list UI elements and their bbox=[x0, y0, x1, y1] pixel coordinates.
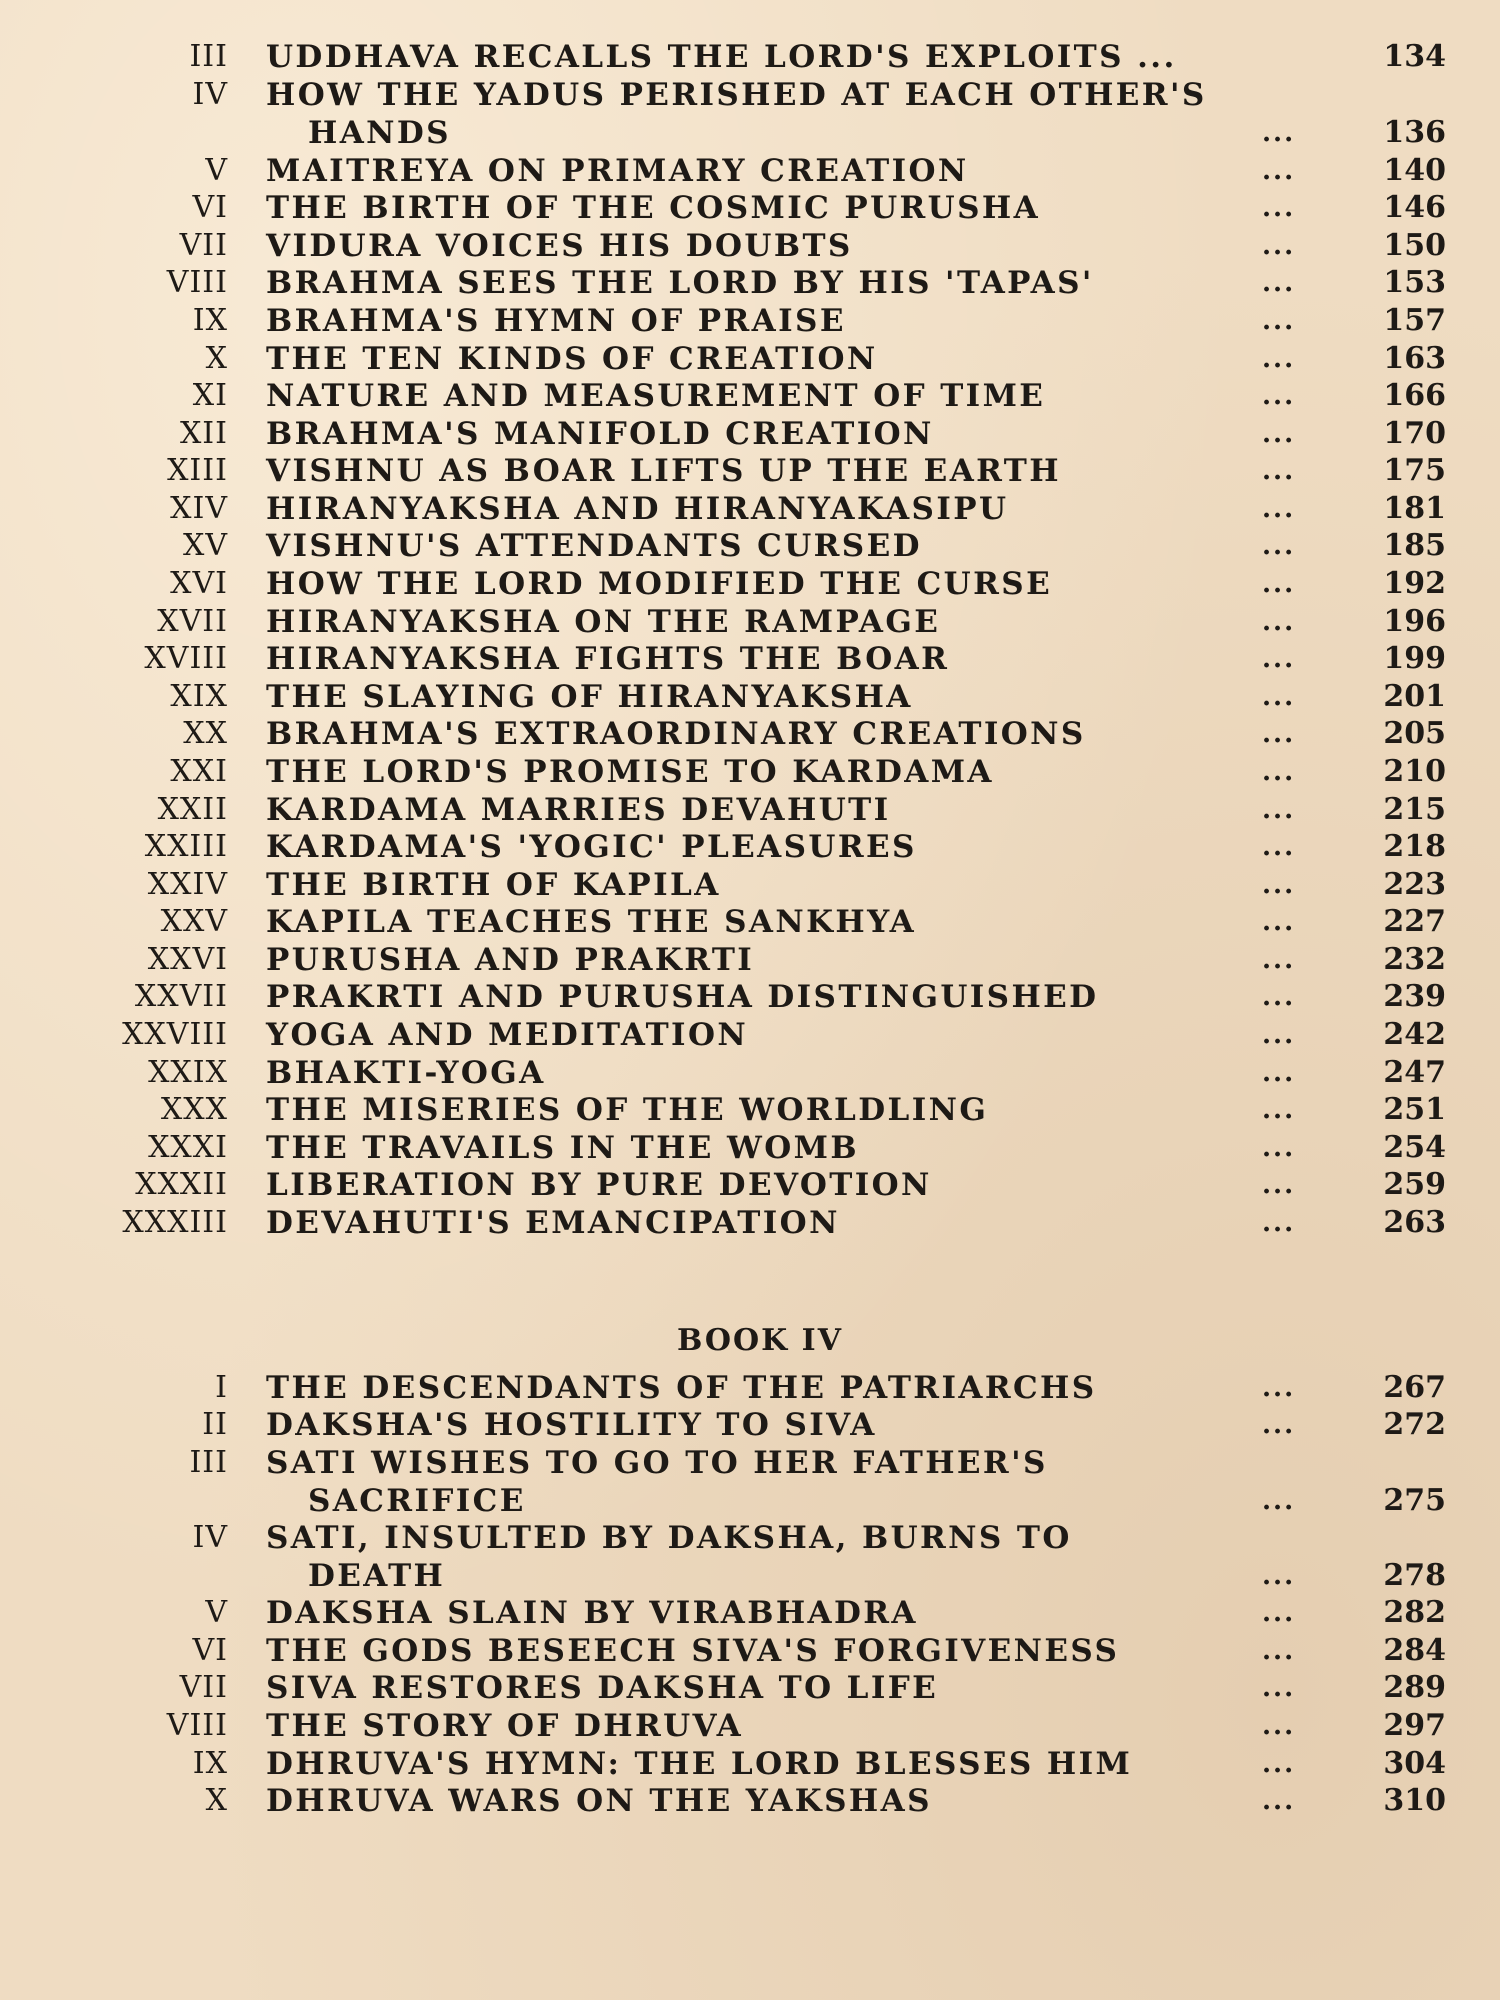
leader-dots: ... bbox=[1262, 1749, 1296, 1779]
page-number: 251 bbox=[1383, 1092, 1446, 1127]
toc-entry bbox=[0, 1054, 1500, 1092]
toc-entry bbox=[0, 377, 1500, 415]
chapter-number: XXXII bbox=[135, 1167, 228, 1202]
page-number: 297 bbox=[1383, 1708, 1446, 1743]
chapter-number: VII bbox=[179, 1670, 228, 1705]
leader-dots: ... bbox=[1262, 1020, 1296, 1050]
leader-dots: ... bbox=[1262, 1673, 1296, 1703]
leader-dots: ... bbox=[1262, 1786, 1296, 1816]
chapter-title-continuation: HANDS bbox=[308, 115, 451, 151]
page-number: 267 bbox=[1383, 1370, 1446, 1405]
chapter-title: KARDAMA'S 'YOGIC' PLEASURES bbox=[266, 829, 917, 865]
page-number: 192 bbox=[1383, 566, 1446, 601]
chapter-number: V bbox=[205, 1595, 228, 1630]
chapter-title: VIDURA VOICES HIS DOUBTS bbox=[266, 228, 853, 264]
page-number: 157 bbox=[1383, 303, 1446, 338]
leader-dots: ... bbox=[1262, 982, 1296, 1012]
chapter-number: XXII bbox=[157, 792, 228, 827]
toc-entry bbox=[0, 1745, 1500, 1783]
chapter-number: XXV bbox=[160, 904, 228, 939]
page-number: 254 bbox=[1383, 1130, 1446, 1165]
chapter-number: V bbox=[205, 153, 228, 188]
chapter-number: I bbox=[215, 1370, 228, 1405]
chapter-title: THE DESCENDANTS OF THE PATRIARCHS bbox=[266, 1370, 1097, 1406]
leader-dots: ... bbox=[1262, 1208, 1296, 1238]
chapter-title: HOW THE YADUS PERISHED AT EACH OTHER'S bbox=[266, 77, 1207, 113]
toc-entry bbox=[0, 791, 1500, 829]
toc-entry bbox=[0, 76, 1500, 114]
toc-entry bbox=[0, 527, 1500, 565]
page-number: 275 bbox=[1383, 1483, 1446, 1518]
chapter-title: LIBERATION BY PURE DEVOTION bbox=[266, 1167, 932, 1203]
page-number: 199 bbox=[1383, 641, 1446, 676]
page-number: 282 bbox=[1383, 1595, 1446, 1630]
chapter-title: THE SLAYING OF HIRANYAKSHA bbox=[266, 679, 913, 715]
chapter-number: VI bbox=[192, 190, 228, 225]
leader-dots: ... bbox=[1262, 757, 1296, 787]
leader-dots: ... bbox=[1262, 118, 1296, 148]
page-number: 227 bbox=[1383, 904, 1446, 939]
chapter-title: HIRANYAKSHA FIGHTS THE BOAR bbox=[266, 641, 950, 677]
toc-entry-continuation bbox=[0, 114, 1500, 152]
chapter-number: XI bbox=[192, 378, 228, 413]
chapter-title: BRAHMA'S EXTRAORDINARY CREATIONS bbox=[266, 716, 1086, 752]
chapter-number: XV bbox=[182, 528, 228, 563]
chapter-title: DHRUVA'S HYMN: THE LORD BLESSES HIM bbox=[266, 1746, 1133, 1782]
book-heading: BOOK IV bbox=[676, 1323, 843, 1358]
chapter-title: KARDAMA MARRIES DEVAHUTI bbox=[266, 792, 891, 828]
page-number: 310 bbox=[1383, 1783, 1446, 1818]
chapter-title: MAITREYA ON PRIMARY CREATION bbox=[266, 153, 969, 189]
chapter-number: IV bbox=[192, 77, 228, 112]
chapter-number: XXX bbox=[160, 1092, 228, 1127]
toc-entry bbox=[0, 866, 1500, 904]
page-number: 304 bbox=[1383, 1746, 1446, 1781]
chapter-title: DAKSHA'S HOSTILITY TO SIVA bbox=[266, 1407, 877, 1443]
toc-entry bbox=[0, 1669, 1500, 1707]
toc-entry bbox=[0, 603, 1500, 641]
chapter-number: XIV bbox=[170, 491, 228, 526]
toc-entry bbox=[0, 452, 1500, 490]
chapter-number: III bbox=[189, 1445, 228, 1480]
leader-dots: ... bbox=[1262, 795, 1296, 825]
chapter-title: NATURE AND MEASUREMENT OF TIME bbox=[266, 378, 1046, 414]
toc-entry bbox=[0, 1166, 1500, 1204]
chapter-title: THE BIRTH OF THE COSMIC PURUSHA bbox=[266, 190, 1041, 226]
chapter-number: VII bbox=[179, 228, 228, 263]
chapter-title: PURUSHA AND PRAKRTI bbox=[266, 942, 755, 978]
page-number: 136 bbox=[1383, 115, 1446, 150]
leader-dots: ... bbox=[1262, 1133, 1296, 1163]
page-number: 272 bbox=[1383, 1407, 1446, 1442]
chapter-number: XXIII bbox=[144, 829, 228, 864]
chapter-number: XXI bbox=[170, 754, 228, 789]
chapter-title: KAPILA TEACHES THE SANKHYA bbox=[266, 904, 917, 940]
chapter-title: VISHNU AS BOAR LIFTS UP THE EARTH bbox=[266, 453, 1061, 489]
page-number: 170 bbox=[1383, 416, 1446, 451]
toc-entry bbox=[0, 1091, 1500, 1129]
leader-dots: ... bbox=[1262, 1058, 1296, 1088]
chapter-number: XXVII bbox=[134, 979, 228, 1014]
toc-entry bbox=[0, 302, 1500, 340]
toc-entry bbox=[0, 227, 1500, 265]
page-number: 185 bbox=[1383, 528, 1446, 563]
toc-entry bbox=[0, 753, 1500, 791]
toc-entry bbox=[0, 189, 1500, 227]
page-number: 181 bbox=[1383, 491, 1446, 526]
toc-entry bbox=[0, 1632, 1500, 1670]
toc-entry bbox=[0, 264, 1500, 302]
page-number: 278 bbox=[1383, 1558, 1446, 1593]
leader-dots: ... bbox=[1262, 644, 1296, 674]
page-number: 242 bbox=[1383, 1017, 1446, 1052]
leader-dots: ... bbox=[1262, 456, 1296, 486]
leader-dots: ... bbox=[1262, 1410, 1296, 1440]
toc-entry bbox=[0, 1519, 1500, 1557]
leader-dots: ... bbox=[1262, 381, 1296, 411]
page-number: 140 bbox=[1383, 153, 1446, 188]
chapter-number: XX bbox=[183, 716, 228, 751]
page-number: 259 bbox=[1383, 1167, 1446, 1202]
page-number: 134 bbox=[1383, 39, 1446, 74]
page-number: 210 bbox=[1383, 754, 1446, 789]
toc-entry bbox=[0, 1594, 1500, 1632]
toc-entry bbox=[0, 678, 1500, 716]
page-number: 150 bbox=[1383, 228, 1446, 263]
chapter-number: XIX bbox=[170, 679, 228, 714]
chapter-number: X bbox=[205, 341, 228, 376]
leader-dots: ... bbox=[1262, 569, 1296, 599]
leader-dots: ... bbox=[1262, 494, 1296, 524]
page-number: 146 bbox=[1383, 190, 1446, 225]
chapter-title: HIRANYAKSHA ON THE RAMPAGE bbox=[266, 604, 941, 640]
chapter-number: XXIX bbox=[148, 1055, 228, 1090]
page-number: 163 bbox=[1383, 341, 1446, 376]
chapter-title: HOW THE LORD MODIFIED THE CURSE bbox=[266, 566, 1053, 602]
toc-entry bbox=[0, 1204, 1500, 1242]
chapter-title: THE LORD'S PROMISE TO KARDAMA bbox=[266, 754, 994, 790]
page-number: 284 bbox=[1383, 1633, 1446, 1668]
chapter-title: VISHNU'S ATTENDANTS CURSED bbox=[266, 528, 922, 564]
chapter-title-continuation: DEATH bbox=[308, 1558, 446, 1594]
chapter-title: THE STORY OF DHRUVA bbox=[266, 1708, 744, 1744]
toc-entry-continuation bbox=[0, 1557, 1500, 1595]
leader-dots: ... bbox=[1262, 193, 1296, 223]
chapter-title: THE GODS BESEECH SIVA'S FORGIVENESS bbox=[266, 1633, 1120, 1669]
chapter-number: X bbox=[205, 1783, 228, 1818]
toc-entry bbox=[0, 978, 1500, 1016]
chapter-number: XXVI bbox=[147, 942, 228, 977]
leader-dots: ... bbox=[1262, 870, 1296, 900]
leader-dots: ... bbox=[1262, 1170, 1296, 1200]
page-number: 153 bbox=[1383, 265, 1446, 300]
leader-dots: ... bbox=[1262, 531, 1296, 561]
chapter-number: XXXIII bbox=[122, 1205, 228, 1240]
toc-entry bbox=[0, 1369, 1500, 1407]
chapter-title: YOGA AND MEDITATION bbox=[266, 1017, 749, 1053]
toc-entry bbox=[0, 1444, 1500, 1482]
leader-dots: ... bbox=[1262, 268, 1296, 298]
leader-dots: ... bbox=[1262, 907, 1296, 937]
chapter-number: III bbox=[189, 39, 228, 74]
page-number: 218 bbox=[1383, 829, 1446, 864]
toc-entry bbox=[0, 903, 1500, 941]
chapter-number: XII bbox=[179, 416, 228, 451]
leader-dots: ... bbox=[1262, 156, 1296, 186]
chapter-number: XVI bbox=[170, 566, 228, 601]
page-number: 239 bbox=[1383, 979, 1446, 1014]
chapter-title: DEVAHUTI'S EMANCIPATION bbox=[266, 1205, 840, 1241]
toc-entry bbox=[0, 1129, 1500, 1167]
chapter-number: IV bbox=[192, 1520, 228, 1555]
page-number: 201 bbox=[1383, 679, 1446, 714]
page-number: 223 bbox=[1383, 867, 1446, 902]
leader-dots: ... bbox=[1262, 719, 1296, 749]
chapter-number: VIII bbox=[166, 1708, 228, 1743]
chapter-number: VI bbox=[192, 1633, 228, 1668]
leader-dots: ... bbox=[1262, 1095, 1296, 1125]
chapter-title: BRAHMA'S MANIFOLD CREATION bbox=[266, 416, 934, 452]
chapter-title: BHAKTI-YOGA bbox=[266, 1055, 546, 1091]
leader-dots: ... bbox=[1262, 1598, 1296, 1628]
page-number: 232 bbox=[1383, 942, 1446, 977]
leader-dots: ... bbox=[1262, 306, 1296, 336]
toc-entry bbox=[0, 1016, 1500, 1054]
chapter-number: IX bbox=[192, 1746, 228, 1781]
chapter-title: DAKSHA SLAIN BY VIRABHADRA bbox=[266, 1595, 918, 1631]
page-number: 175 bbox=[1383, 453, 1446, 488]
page-number: 205 bbox=[1383, 716, 1446, 751]
chapter-title: BRAHMA'S HYMN OF PRAISE bbox=[266, 303, 846, 339]
toc-entry bbox=[0, 565, 1500, 603]
chapter-number: VIII bbox=[166, 265, 228, 300]
leader-dots: ... bbox=[1262, 945, 1296, 975]
chapter-number: XVIII bbox=[144, 641, 228, 676]
leader-dots: ... bbox=[1262, 1636, 1296, 1666]
page-number: 247 bbox=[1383, 1055, 1446, 1090]
toc-entry bbox=[0, 152, 1500, 190]
page-number: 289 bbox=[1383, 1670, 1446, 1705]
page-number: 196 bbox=[1383, 604, 1446, 639]
page-number: 263 bbox=[1383, 1205, 1446, 1240]
chapter-title: THE MISERIES OF THE WORLDLING bbox=[266, 1092, 989, 1128]
chapter-number: XXIV bbox=[147, 867, 228, 902]
leader-dots: ... bbox=[1262, 1561, 1296, 1591]
leader-dots: ... bbox=[1262, 419, 1296, 449]
toc-entry bbox=[0, 828, 1500, 866]
chapter-title: DHRUVA WARS ON THE YAKSHAS bbox=[266, 1783, 932, 1819]
chapter-title: SATI, INSULTED BY DAKSHA, BURNS TO bbox=[266, 1520, 1072, 1556]
toc-entry-continuation bbox=[0, 1482, 1500, 1520]
chapter-title: THE BIRTH OF KAPILA bbox=[266, 867, 721, 903]
leader-dots: ... bbox=[1262, 231, 1296, 261]
leader-dots: ... bbox=[1262, 832, 1296, 862]
toc-entry bbox=[0, 1707, 1500, 1745]
chapter-title: BRAHMA SEES THE LORD BY HIS 'TAPAS' bbox=[266, 265, 1094, 301]
toc-entry bbox=[0, 415, 1500, 453]
chapter-title: PRAKRTI AND PURUSHA DISTINGUISHED bbox=[266, 979, 1099, 1015]
chapter-number: XXXI bbox=[148, 1130, 228, 1165]
page-number: 166 bbox=[1383, 378, 1446, 413]
toc-entry bbox=[0, 1406, 1500, 1444]
leader-dots: ... bbox=[1262, 607, 1296, 637]
toc-entry bbox=[0, 340, 1500, 378]
toc-entry bbox=[0, 640, 1500, 678]
chapter-number: IX bbox=[192, 303, 228, 338]
leader-dots: ... bbox=[1262, 1373, 1296, 1403]
page-number: 215 bbox=[1383, 792, 1446, 827]
chapter-number: XXVIII bbox=[122, 1017, 228, 1052]
chapter-title: SIVA RESTORES DAKSHA TO LIFE bbox=[266, 1670, 939, 1706]
chapter-title: UDDHAVA RECALLS THE LORD'S EXPLOITS ... bbox=[266, 39, 1177, 75]
leader-dots: ... bbox=[1262, 1711, 1296, 1741]
chapter-title: THE TEN KINDS OF CREATION bbox=[266, 341, 878, 377]
chapter-number: XVII bbox=[157, 604, 228, 639]
leader-dots: ... bbox=[1262, 1486, 1296, 1516]
toc-entry bbox=[0, 715, 1500, 753]
chapter-title: THE TRAVAILS IN THE WOMB bbox=[266, 1130, 859, 1166]
leader-dots: ... bbox=[1262, 682, 1296, 712]
chapter-number: XIII bbox=[167, 453, 228, 488]
chapter-title-continuation: SACRIFICE bbox=[308, 1483, 526, 1519]
chapter-number: II bbox=[202, 1407, 228, 1442]
chapter-title: HIRANYAKSHA AND HIRANYAKASIPU bbox=[266, 491, 1009, 527]
leader-dots: ... bbox=[1262, 344, 1296, 374]
toc-entry bbox=[0, 1782, 1500, 1820]
toc-entry bbox=[0, 38, 1500, 76]
chapter-title: SATI WISHES TO GO TO HER FATHER'S bbox=[266, 1445, 1048, 1481]
toc-entry bbox=[0, 941, 1500, 979]
toc-entry bbox=[0, 490, 1500, 528]
